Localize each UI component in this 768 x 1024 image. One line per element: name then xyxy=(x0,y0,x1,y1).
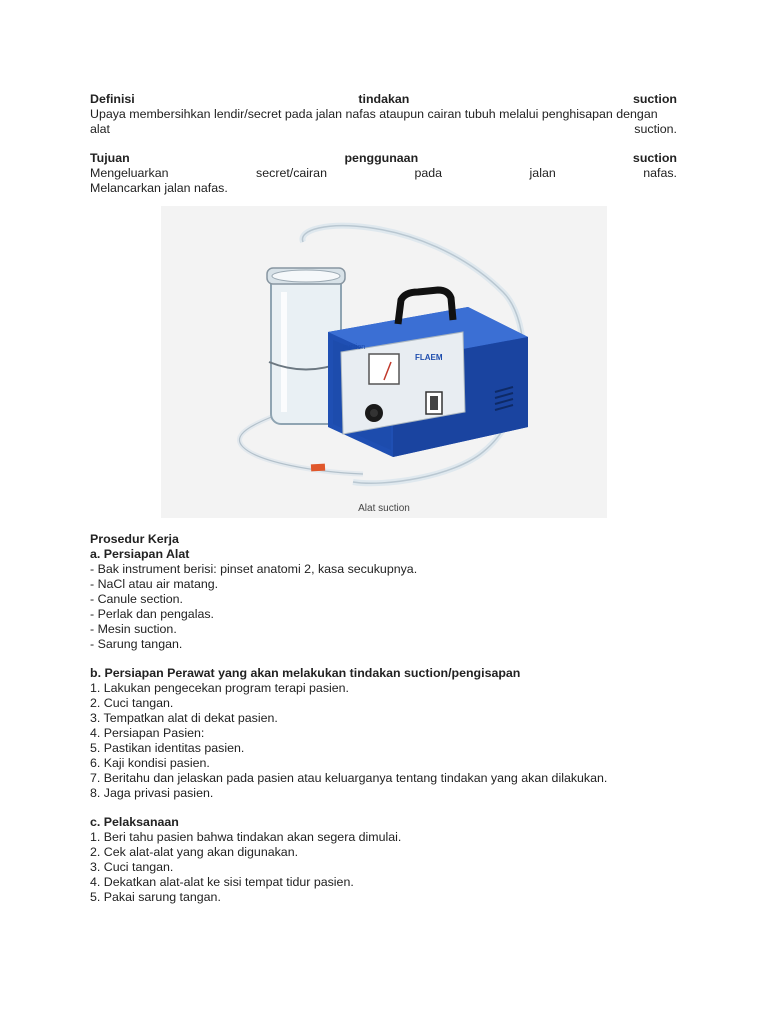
list-item: - NaCl atau air matang. xyxy=(90,577,219,591)
definisi-word-2: tindakan xyxy=(358,92,410,106)
list-item: 7. Beritahu dan jelaskan pada pasien atau keluarganya tentang tindakan yang akan dilakukan. xyxy=(90,771,608,785)
tujuan-line1-word-5: nafas. xyxy=(643,166,677,180)
device-brand-text: FLAEM xyxy=(415,353,443,362)
pelaksanaan-list xyxy=(90,830,677,905)
device-label-text: suction xyxy=(343,344,366,351)
tujuan-word-3: suction xyxy=(632,151,677,165)
tujuan-heading xyxy=(90,151,677,166)
list-item: - Perlak dan pengalas. xyxy=(90,607,214,621)
tujuan-word-1: Tujuan xyxy=(90,151,130,165)
document-page xyxy=(90,92,677,905)
tujuan-line1-word-4: jalan xyxy=(529,166,556,180)
persiapan-alat-list xyxy=(90,562,677,652)
persiapan-perawat-list xyxy=(90,681,677,801)
list-item: 1. Lakukan pengecekan program terapi pasien. xyxy=(90,681,349,695)
list-item: 6. Kaji kondisi pasien. xyxy=(90,756,210,770)
list-item: 5. Pastikan identitas pasien. xyxy=(90,741,245,755)
list-item: 3. Cuci tangan. xyxy=(90,860,174,874)
list-item: - Canule section. xyxy=(90,592,183,606)
persiapan-alat-title: a. Persiapan Alat xyxy=(90,547,190,561)
tujuan-line1-word-3: pada xyxy=(414,166,443,180)
list-item: 1. Beri tahu pasien bahwa tindakan akan segera dimulai. xyxy=(90,830,402,844)
suction-machine-illustration xyxy=(233,212,535,502)
definisi-word-1: Definisi xyxy=(90,92,135,106)
list-item: - Mesin suction. xyxy=(90,622,177,636)
figure-caption: Alat suction xyxy=(358,503,410,514)
tujuan-text-line1 xyxy=(90,166,677,181)
pelaksanaan-title: c. Pelaksanaan xyxy=(90,815,179,829)
definisi-text-line2 xyxy=(90,122,677,137)
definisi-line2-right: suction. xyxy=(634,122,677,136)
definisi-text-line1: Upaya membersihkan lendir/secret pada jalan nafas ataupun cairan tubuh melalui penghisapan dengan xyxy=(90,107,658,121)
list-item: 8. Jaga privasi pasien. xyxy=(90,786,214,800)
definisi-word-3: suction xyxy=(632,92,677,106)
tujuan-word-2: penggunaan xyxy=(344,151,419,165)
list-item: - Bak instrument berisi: pinset anatomi 2, kasa secukupnya. xyxy=(90,562,418,576)
persiapan-perawat-title: b. Persiapan Perawat yang akan melakukan tindakan suction/pengisapan xyxy=(90,666,521,680)
list-item: - Sarung tangan. xyxy=(90,637,183,651)
list-item: 5. Pakai sarung tangan. xyxy=(90,890,221,904)
definisi-heading xyxy=(90,92,677,107)
prosedur-title: Prosedur Kerja xyxy=(90,532,179,546)
list-item: 4. Dekatkan alat-alat ke sisi tempat tidur pasien. xyxy=(90,875,354,889)
list-item: 4. Persiapan Pasien: xyxy=(90,726,205,740)
tujuan-line1-word-1: Mengeluarkan xyxy=(90,166,169,180)
tujuan-text-line2: Melancarkan jalan nafas. xyxy=(90,181,228,195)
definisi-line2-left: alat xyxy=(90,122,110,136)
suction-device-figure xyxy=(161,206,607,518)
list-item: 3. Tempatkan alat di dekat pasien. xyxy=(90,711,278,725)
list-item: 2. Cuci tangan. xyxy=(90,696,174,710)
tujuan-line1-word-2: secret/cairan xyxy=(256,166,327,180)
list-item: 2. Cek alat-alat yang akan digunakan. xyxy=(90,845,299,859)
